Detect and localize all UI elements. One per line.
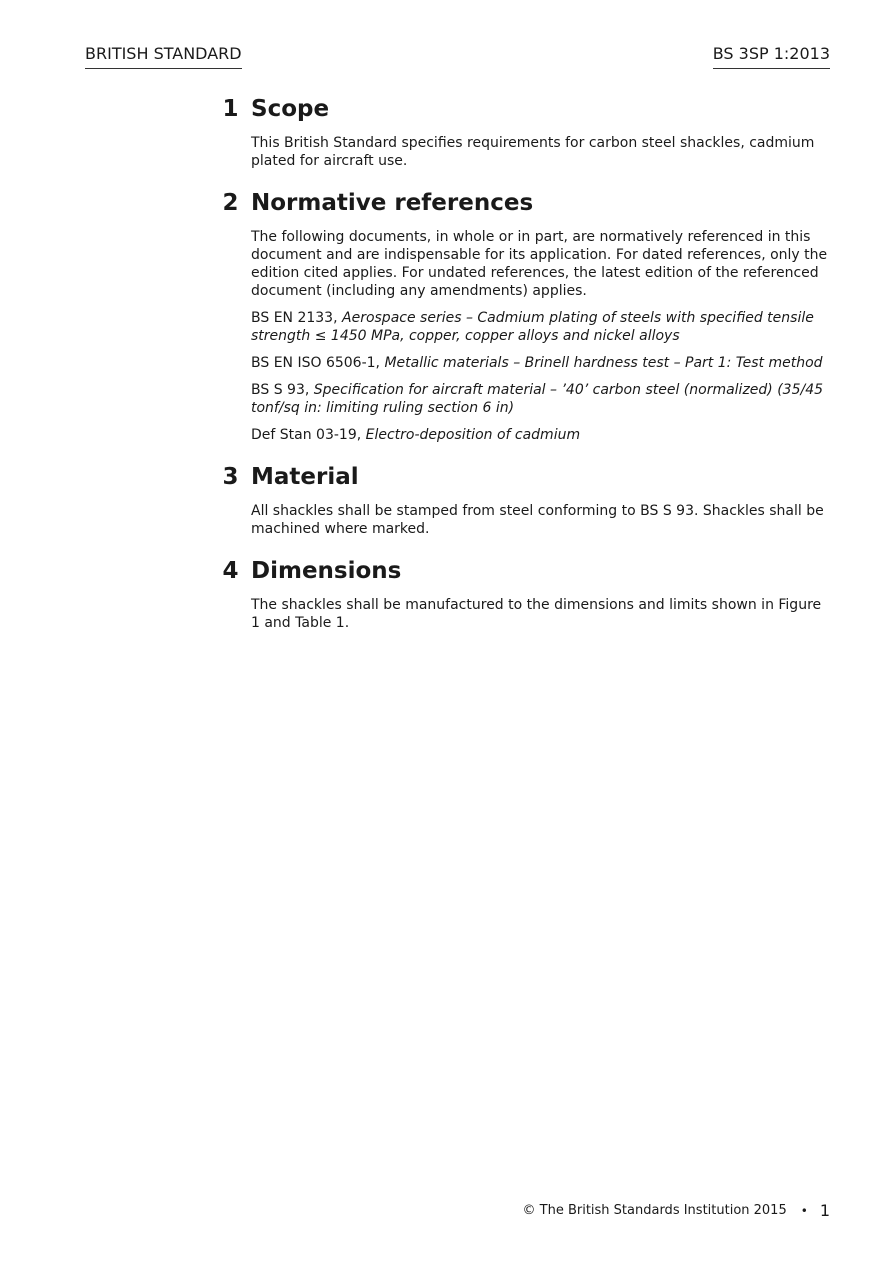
paragraph: This British Standard specifies requirements for carbon steel shackles, cadmium plated for aircraft use. (251, 135, 815, 169)
section-number: 3 (222, 464, 239, 490)
section-heading (210, 558, 830, 592)
section-title: Scope (251, 96, 330, 122)
section-title: Normative references (251, 190, 534, 216)
document-body (210, 96, 830, 652)
page-number: 1 (819, 1201, 830, 1220)
section-title: Material (251, 464, 359, 490)
paragraph: The following documents, in whole or in part, are normatively referenced in this document and are indispensable for its application. For dated references, only the edition cited applies. For undated references, the latest edition of the referenced document (including any amendments) applies. (251, 229, 828, 299)
section-number: 1 (222, 96, 239, 122)
reference-title: Metallic materials – Brinell hardness test – Part 1: Test method (384, 355, 823, 371)
reference-code: BS EN 2133, (251, 310, 342, 326)
copyright-notice: © The British Standards Institution 2015 (522, 1203, 787, 1218)
reference-entry (251, 381, 830, 417)
header-standard-label: BRITISH STANDARD (85, 42, 242, 69)
section-scope (210, 96, 830, 170)
section-content (251, 502, 830, 538)
section-content (251, 228, 830, 444)
section-dimensions (210, 558, 830, 632)
reference-title: Specification for aircraft material – ’40’ carbon steel (normalized) (35/45 tonf/sq in: limiting ruling section 6 in) (251, 382, 824, 416)
reference-title: Aerospace series – Cadmium plating of steels with specified tensile strength ≤ 1450 MPa, copper, copper alloys and nickel alloys (251, 310, 814, 344)
paragraph: The shackles shall be manufactured to the dimensions and limits shown in Figure 1 and Table 1. (251, 597, 822, 631)
page-header (85, 42, 830, 70)
section-content (251, 596, 830, 632)
reference-entry (251, 309, 830, 345)
section-content (251, 134, 830, 170)
reference-code: BS EN ISO 6506-1, (251, 355, 385, 371)
footer-separator: • (800, 1204, 808, 1218)
section-title: Dimensions (251, 558, 402, 584)
reference-code: BS S 93, (251, 382, 314, 398)
header-document-number: BS 3SP 1:2013 (713, 42, 830, 69)
section-number: 4 (222, 558, 239, 584)
section-heading (210, 464, 830, 498)
reference-entry (251, 354, 830, 372)
paragraph: All shackles shall be stamped from steel conforming to BS S 93. Shackles shall be machined where marked. (251, 503, 824, 537)
section-material (210, 464, 830, 538)
reference-title: Electro-deposition of cadmium (365, 427, 581, 443)
reference-code: Def Stan 03-19, (251, 427, 366, 443)
section-heading (210, 96, 830, 130)
section-normative-references (210, 190, 830, 444)
section-heading (210, 190, 830, 224)
page-footer (523, 1200, 831, 1222)
reference-entry (251, 426, 830, 444)
section-number: 2 (222, 190, 239, 216)
